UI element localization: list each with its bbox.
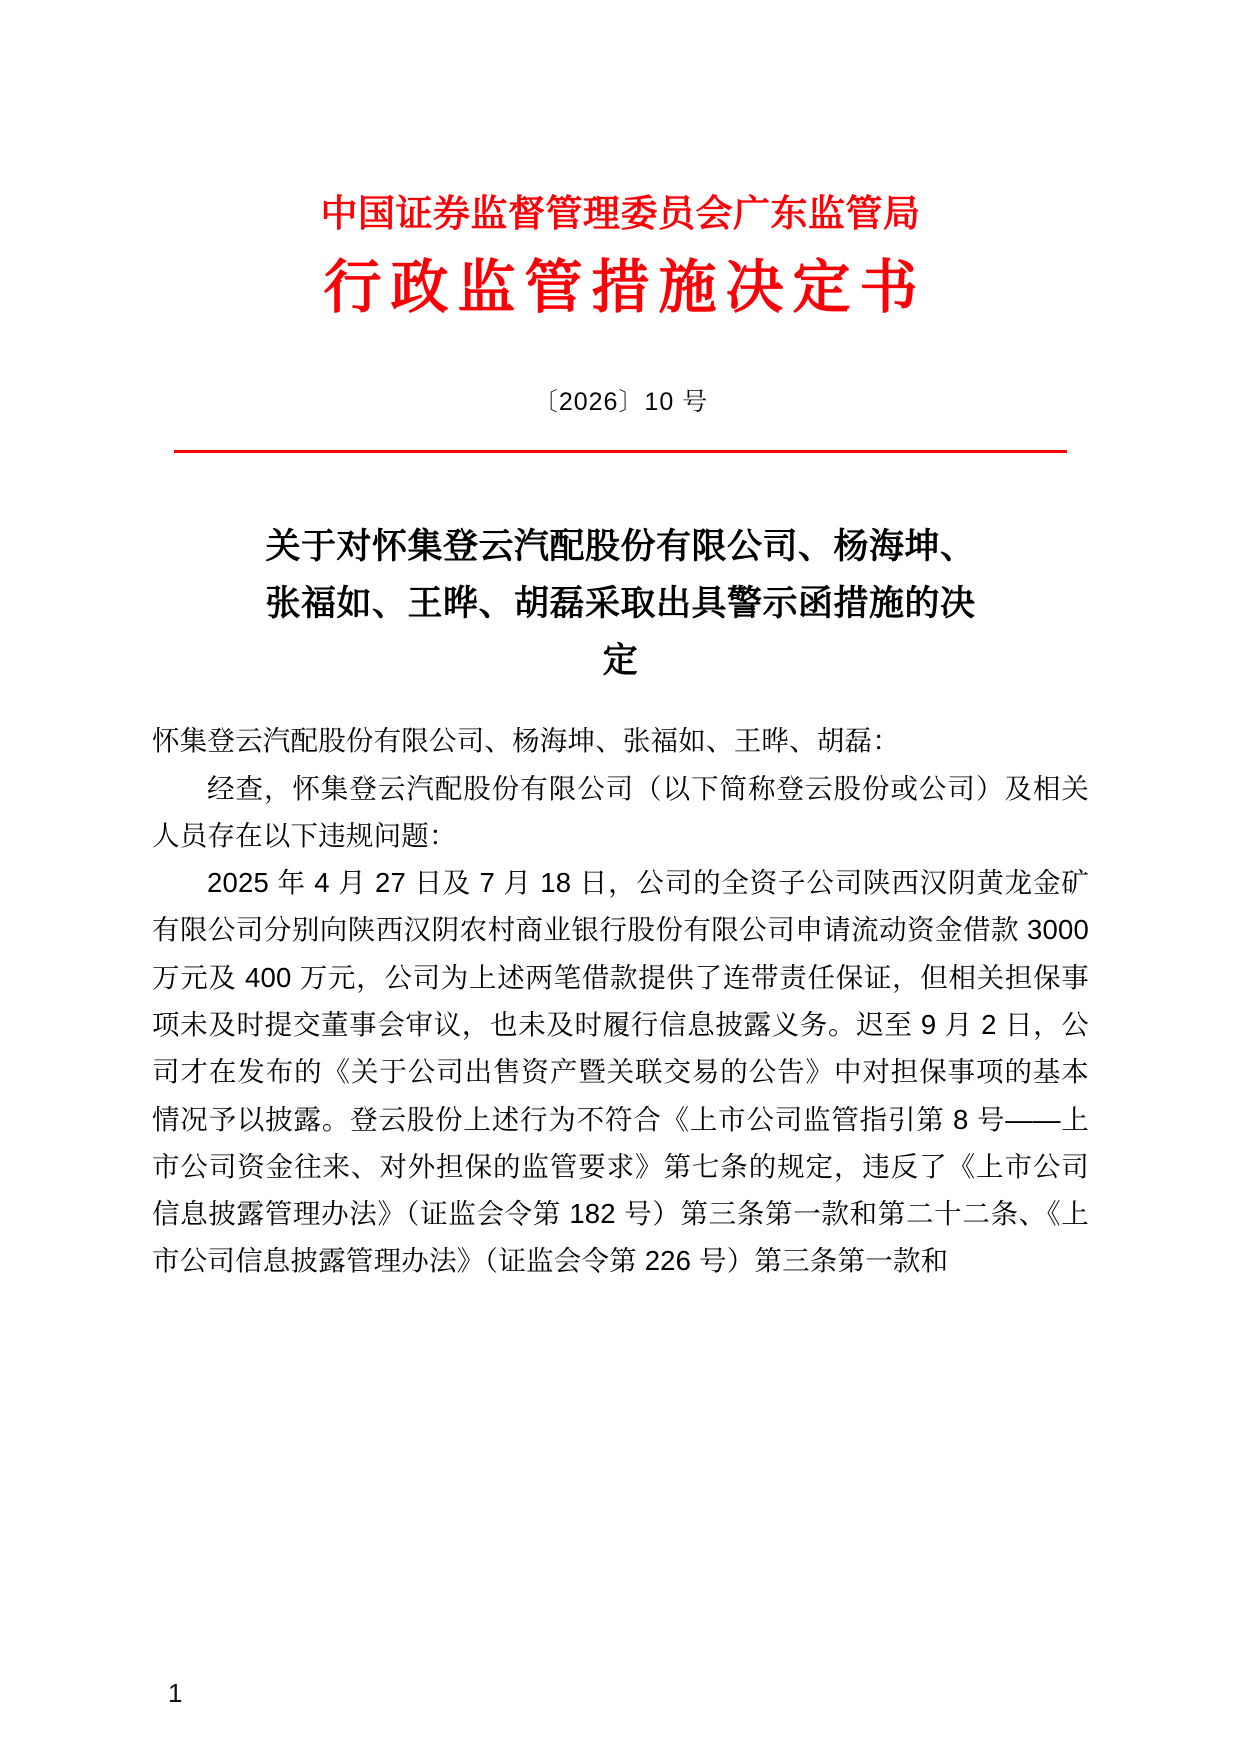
- document-body: [152, 717, 1089, 1285]
- page-title: [162, 519, 1079, 689]
- issuing-authority: 中国证券监督管理委员会广东监管局: [320, 193, 921, 234]
- body-paragraph-1: 经查，怀集登云汽配股份有限公司（以下简称登云股份或公司）及相关人员存在以下违规问题：: [152, 772, 1089, 851]
- body-paragraph-2: 2025 年 4 月 27 日及 7 月 18 日，公司的全资子公司陕西汉阴黄龙金矿有限公司分别向陕西汉阴农村商业银行股份有限公司申请流动资金借款 3000 万元及 400 万元，公司为上述两笔借款提供了连带责任保证，但相关担保事项未及时提交董事会审议，也未及时履行信息披露义务。迟至 9 月 2 日，公司才在发布的《关于公司出售资产暨关联交易的公告》中对担保事项的基本情况予以披露。登云股份上述行为不符合《上市公司监管指引第 8 号——上市公司资金往来、对外担保的监管要求》第七条的规定，违反了《上市公司信息披露管理办法》（证监会令第 182 号）第三条第一款和第二十二条、《上市公司信息披露管理办法》（证监会令第 226 号）第三条第一款和: [152, 867, 1089, 1277]
- masthead: [0, 0, 1241, 418]
- body-salutation: 怀集登云汽配股份有限公司、杨海坤、张福如、王晔、胡磊：: [152, 725, 900, 757]
- page-title-line-2: 张福如、王晔、胡磊采取出具警示函措施的决: [265, 583, 976, 623]
- document-number: 〔2026〕10 号: [532, 388, 709, 417]
- page-number: 1: [168, 1678, 183, 1708]
- document-kind-title: 行政监管措施决定书: [323, 254, 927, 320]
- page-title-line-1: 关于对怀集登云汽配股份有限公司、杨海坤、: [265, 527, 976, 567]
- page-title-line-3: 定: [602, 640, 639, 680]
- red-divider-rule: [174, 450, 1067, 453]
